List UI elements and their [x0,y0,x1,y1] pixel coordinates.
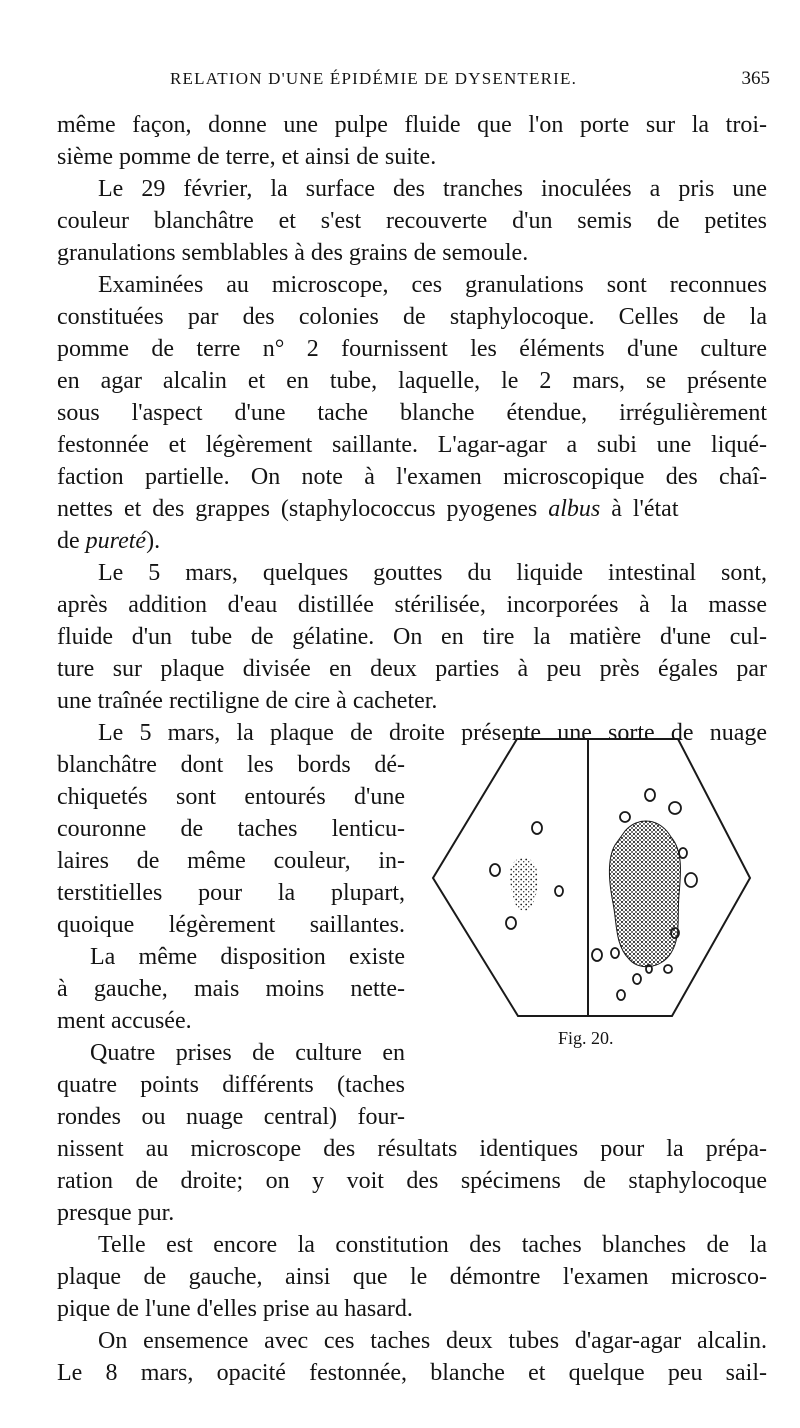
text-line-part: de [57,528,80,554]
text-line: après addition d'eau distillée stérilisée, incorporées à la masse [57,592,767,618]
colony-spot [490,864,500,876]
text-line: à gauche, mais moins nette- [57,976,405,1002]
colony-spot [669,802,681,814]
colony-spot [555,886,563,896]
central-cloud-right [610,821,681,967]
text-line: une traînée rectiligne de cire à cacheter. [57,688,438,714]
colony-spot [506,917,516,929]
text-line: festonnée et légèrement saillante. L'agar-agar a subi une liqué- [57,432,767,458]
colony-spot [685,873,697,887]
italic-term: albus [548,496,601,522]
text-line-part: à l'état [611,496,679,522]
text-line: ration de droite; on y voit des spécimens de staphylocoque [57,1168,767,1194]
text-line: quatre points différents (taches [57,1072,405,1098]
text-line: quoique légèrement saillantes. [57,912,405,938]
petri-plate-outline [433,739,750,1016]
text-line: On ensemence avec ces taches deux tubes d'agar-agar alcalin. [98,1328,767,1354]
text-line: Le 5 mars, la plaque de droite présente une sorte de nuage [98,720,767,746]
text-line: Le 8 mars, opacité festonnée, blanche et quelque peu sail- [57,1360,767,1386]
text-line: laires de même couleur, in- [57,848,405,874]
colony-spot [592,949,602,961]
text-line: sous l'aspect d'une tache blanche étendue, irrégulièrement [57,400,767,426]
cloud-left [510,857,538,910]
text-line: rondes ou nuage central) four- [57,1104,405,1130]
text-line: Quatre prises de culture en [90,1040,405,1066]
colony-spot [633,974,641,984]
text-line: constituées par des colonies de staphylocoque. Celles de la [57,304,767,330]
text-line: couronne de taches lenticu- [57,816,405,842]
text-line-part: ). [146,528,161,554]
text-line: La même disposition existe [90,944,405,970]
text-line: Le 29 février, la surface des tranches inoculées a pris une [98,176,767,202]
text-line: nissent au microscope des résultats identiques pour la prépa- [57,1136,767,1162]
page-header [170,68,770,98]
text-line: ment accusée. [57,1008,192,1034]
text-line: pomme de terre n° 2 fournissent les éléments d'une culture [57,336,767,362]
text-line: presque pur. [57,1200,175,1226]
text-line: chiquetés sont entourés d'une [57,784,405,810]
page-number: 365 [741,68,770,89]
text-line: blanchâtre dont les bords dé- [57,752,405,778]
figure-caption: Fig. 20. [558,1028,614,1048]
text-line [57,524,767,558]
culture-plate-figure [425,733,775,1018]
text-line: Le 5 mars, quelques gouttes du liquide intestinal sont, [98,560,767,586]
colony-spot [617,990,625,1000]
text-line-part: nettes et des grappes (staphylococcus pyogenes [57,496,538,522]
colony-spot [645,789,655,801]
text-line: même façon, donne une pulpe fluide que l'on porte sur la troi- [57,112,767,138]
text-line: ture sur plaque divisée en deux parties à peu près égales par [57,656,767,682]
text-line: Telle est encore la constitution des taches blanches de la [98,1232,767,1258]
text-line: granulations semblables à des grains de semoule. [57,240,529,266]
text-line: couleur blanchâtre et s'est recouverte d'un semis de petites [57,208,767,234]
colony-spot [611,948,619,958]
text-line: fluide d'un tube de gélatine. On en tire la matière d'une cul- [57,624,767,650]
running-title: RELATION D'UNE ÉPIDÉMIE DE DYSENTERIE. [170,69,578,88]
text-line: pique de l'une d'elles prise au hasard. [57,1296,413,1322]
colony-spot [532,822,542,834]
text-line: terstitielles pour la plupart, [57,880,405,906]
text-line: plaque de gauche, ainsi que le démontre l'examen microsco- [57,1264,767,1290]
text-line: faction partielle. On note à l'examen microscopique des chaî- [57,464,767,490]
text-line: en agar alcalin et en tube, laquelle, le 2 mars, se présente [57,368,767,394]
text-line: Examinées au microscope, ces granulations sont reconnues [98,272,767,298]
text-line: sième pomme de terre, et ainsi de suite. [57,144,437,170]
colony-spot [664,965,672,973]
colony-spot [679,848,687,858]
italic-term: pureté [85,528,147,554]
text-line [57,492,767,526]
colony-spot [620,812,630,822]
